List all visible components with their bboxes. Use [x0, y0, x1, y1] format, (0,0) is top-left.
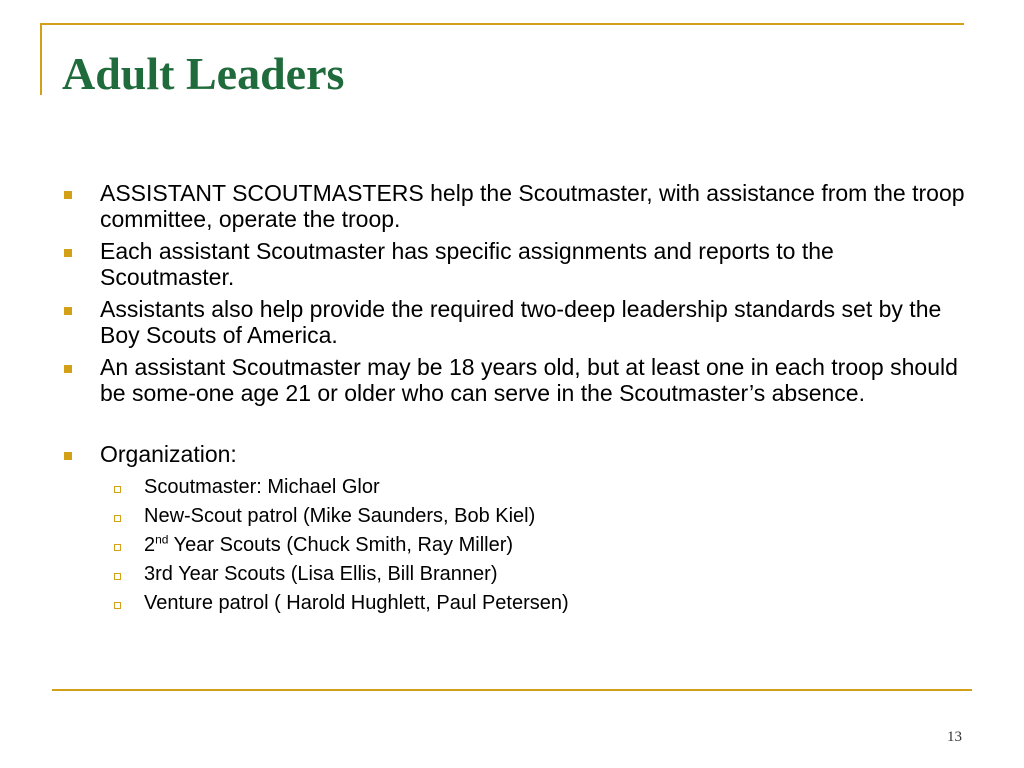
sub-item-new-scout: [100, 504, 972, 528]
bullet-text: ASSISTANT SCOUTMASTERS help the Scoutmaster, with assistance from the troop committee, operate the troop.: [100, 180, 965, 232]
bullet-list: [62, 180, 972, 615]
square-bullet-icon: [64, 249, 72, 257]
bullet-item: [62, 354, 972, 406]
square-bullet-icon: [64, 452, 72, 460]
hollow-square-bullet-icon: [114, 602, 121, 609]
sub-item-venture: [100, 591, 972, 615]
bullet-text: Each assistant Scoutmaster has specific assignments and reports to the Scoutmaster.: [100, 238, 834, 290]
sub-item-second-year: [100, 533, 972, 557]
sub-item-text: Scoutmaster: Michael Glor: [144, 476, 380, 498]
sub-item-text: Venture patrol ( Harold Hughlett, Paul Petersen): [144, 592, 569, 614]
bullet-item: [62, 296, 972, 348]
ordinal-suffix: nd: [155, 532, 169, 547]
sub-item-number: 2: [144, 534, 156, 556]
hollow-square-bullet-icon: [114, 544, 121, 551]
slide-title: Adult Leaders: [62, 48, 345, 99]
bullet-item: [62, 180, 972, 232]
sub-item-third-year: [100, 562, 972, 586]
sub-item-scoutmaster: [100, 475, 972, 499]
hollow-square-bullet-icon: [114, 515, 121, 522]
bullet-text: An assistant Scoutmaster may be 18 years old, but at least one in each troop should be some-one age 21 or older who can serve in the Scoutmaster’s absence.: [100, 354, 958, 406]
organization-item: [62, 441, 972, 615]
bottom-border-line: [52, 689, 972, 691]
square-bullet-icon: [64, 191, 72, 199]
sub-item-text: New-Scout patrol (Mike Saunders, Bob Kiel): [144, 505, 536, 527]
page-number: 13: [947, 729, 962, 745]
bullet-text: Assistants also help provide the required two-deep leadership standards set by the Boy Scouts of America.: [100, 296, 942, 348]
sub-item-text: 3rd Year Scouts (Lisa Ellis, Bill Branner): [144, 563, 498, 585]
top-border-line: [40, 23, 964, 25]
square-bullet-icon: [64, 365, 72, 373]
square-bullet-icon: [64, 307, 72, 315]
left-border-line: [40, 23, 42, 95]
organization-label: Organization:: [100, 441, 237, 467]
organization-sublist: [100, 475, 972, 615]
sub-item-text: Year Scouts (Chuck Smith, Ray Miller): [168, 534, 514, 556]
hollow-square-bullet-icon: [114, 573, 121, 580]
hollow-square-bullet-icon: [114, 486, 121, 493]
bullet-item: [62, 238, 972, 290]
slide-body: [62, 180, 972, 621]
